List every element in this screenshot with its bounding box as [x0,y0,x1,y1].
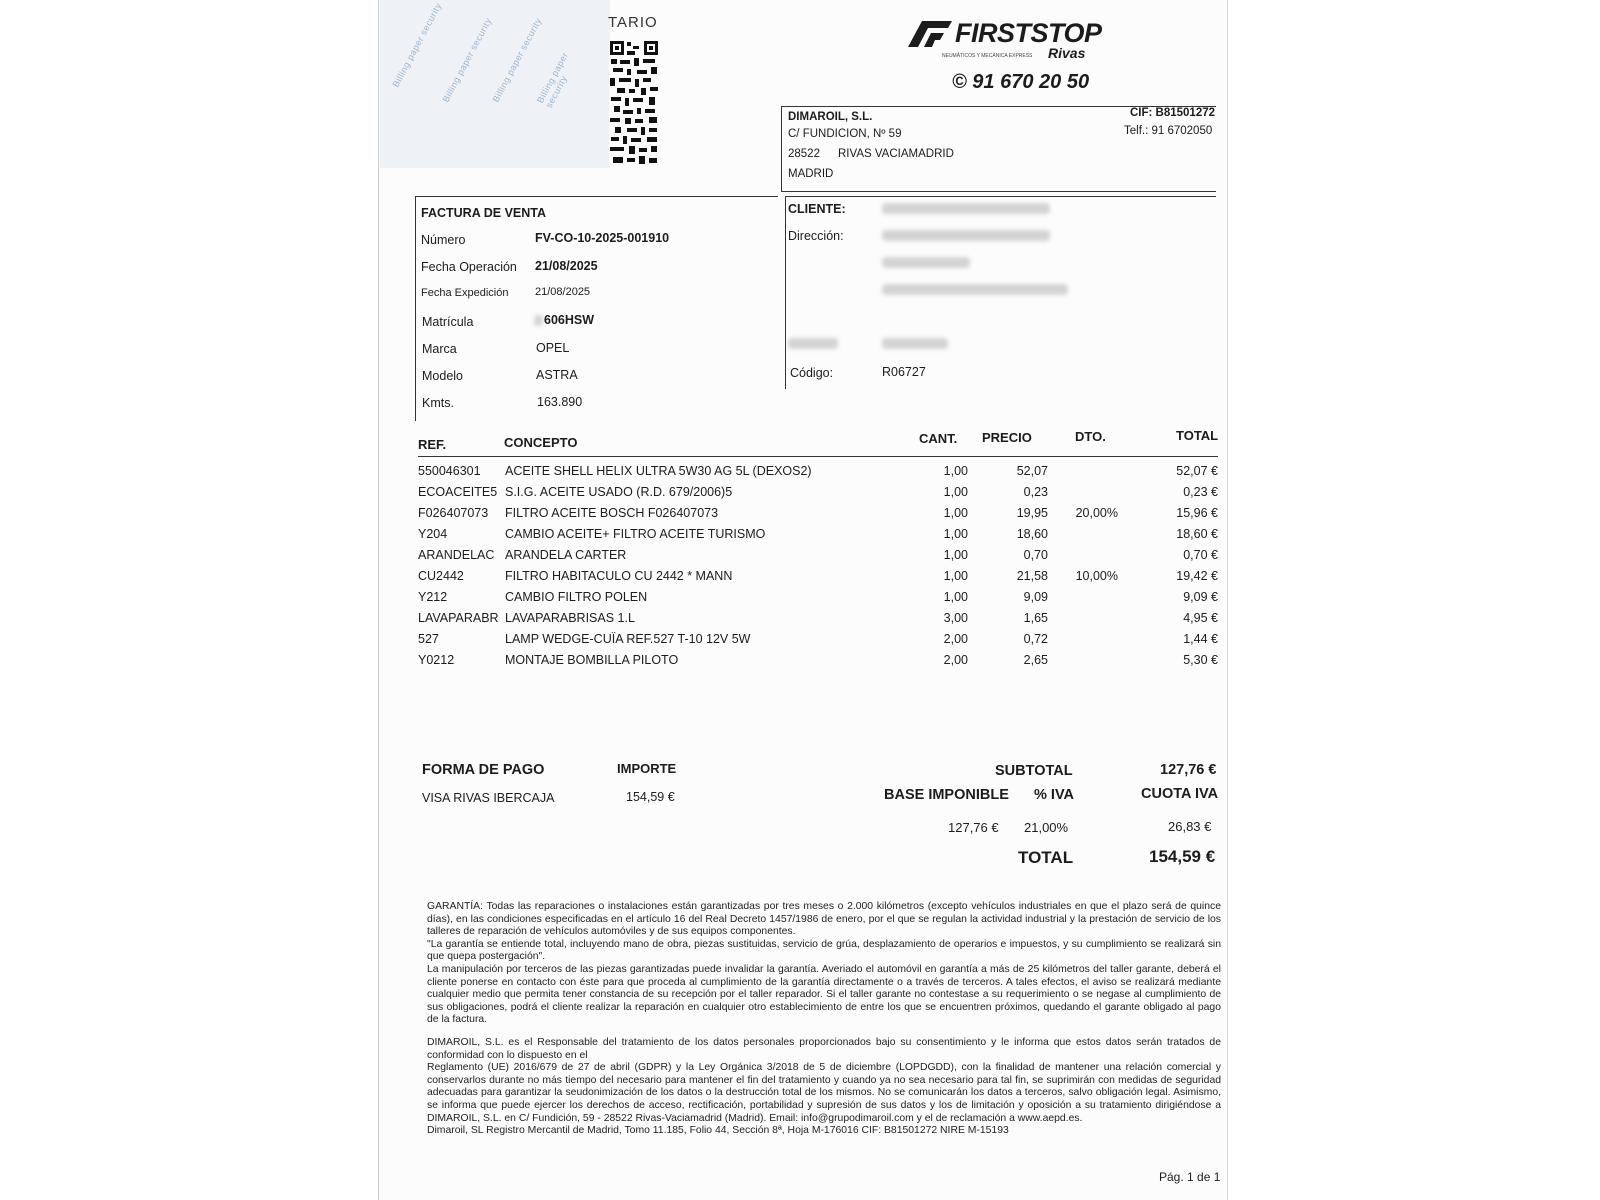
watermark-text: Billing paper security [390,1,444,89]
cell-ref: F026407073 [418,506,489,520]
forma-pago-label: FORMA DE PAGO [422,762,545,778]
subtotal-label: SUBTOTAL [995,763,1073,779]
watermark-text: Billing paper security [490,16,544,104]
fecha-expedicion-value: 21/08/2025 [535,286,591,298]
col-concepto-header: CONCEPTO [504,435,578,450]
company-cif: CIF: B81501272 [1130,107,1216,119]
cell-cant: 2,00 [943,653,968,667]
matricula-value: 606HSW [544,313,595,327]
cell-total: 52,07 € [1176,464,1218,478]
cell-total: 0,70 € [1183,548,1218,562]
cell-concepto: LAMP WEDGE-CUÏA REF.527 T-10 12V 5W [505,632,751,646]
redacted-field-value [882,338,948,349]
cell-cant: 1,00 [943,506,968,520]
subtotal-value: 127,76 € [1160,762,1217,778]
privacy-intro: DIMAROIL, S.L. es el Responsable del tratamiento de los datos personales proporcionados bajo su consentimiento y le informa que estos datos serán tratados de conformidad con lo dispuesto en el [427,1036,1221,1061]
table-row [418,653,1218,673]
fecha-expedicion-label: Fecha Expedición [421,287,509,299]
table-row [418,485,1218,505]
cell-cant: 1,00 [943,464,968,478]
redacted-field-label [788,338,838,349]
cell-total: 19,42 € [1176,569,1218,583]
direccion-label: Dirección: [788,229,844,243]
cell-total: 15,96 € [1176,506,1218,520]
cell-cant: 1,00 [943,485,968,499]
numero-value: FV-CO-10-2025-001910 [535,231,670,245]
cell-precio: 2,65 [1023,653,1048,667]
table-row [418,464,1218,484]
cell-ref: Y204 [418,527,448,541]
cell-concepto: MONTAJE BOMBILLA PILOTO [505,653,679,667]
marca-label: Marca [422,342,457,356]
partial-title: TARIO [608,14,658,31]
cell-cant: 1,00 [943,590,968,604]
fecha-operacion-label: Fecha Operación [421,260,517,274]
garantia-total-paragraph: "La garantía se entiende total, incluyendo mano de obra, piezas sustituidas, servicio de grúa, desplazamiento de operarios e impuestos, y su cumplimiento se realizará sin que quepa postergación". [427,938,1221,963]
cell-concepto: ACEITE SHELL HELIX ULTRA 5W30 AG 5L (DEXOS2) [505,464,812,478]
company-province: MADRID [788,168,834,180]
col-ref-header: REF. [418,437,447,452]
invoice-title: FACTURA DE VENTA [421,206,546,220]
col-precio-header: PRECIO [982,430,1032,445]
cell-concepto: FILTRO HABITACULO CU 2442 * MANN [505,569,733,583]
logo-wordmark: FIRSTSTOP [955,18,1102,48]
cell-concepto: ARANDELA CARTER [505,548,627,562]
table-row [418,611,1218,631]
cell-precio: 19,95 [1016,506,1048,520]
cell-total: 1,44 € [1183,632,1218,646]
cell-ref: Y0212 [418,653,455,667]
importe-label: IMPORTE [617,761,677,776]
garantia-paragraph: GARANTÍA: Todas las reparaciones o instalaciones están garantizadas por tres meses o 2.000 kilómetros (excepto vehículos industriales en que el plazo será de quince días), en las condiciones especificadas en el artículo 16 del Real Decreto 1457/1986 de enero, por el que se regulan la actividad industrial y la prestación de servicio de los talleres de reparación de vehículos automóviles y de sus equipos componentes. [427,901,1221,938]
kms-value: 163.890 [537,395,583,409]
header-phone: © 91 670 20 50 [952,71,1090,93]
security-paper [380,0,610,168]
cliente-label: CLIENTE: [788,202,846,216]
page-number: Pág. 1 de 1 [1159,1170,1221,1184]
company-address: C/ FUNDICION, Nº 59 [788,128,902,140]
table-row [418,632,1218,652]
total-value: 154,59 € [1149,847,1216,866]
cell-precio: 9,09 [1023,590,1048,604]
col-total-header: TOTAL [1176,428,1219,443]
cell-ref: CU2442 [418,569,464,583]
company-city: RIVAS VACIAMADRID [838,148,954,160]
table-row [418,590,1218,610]
fecha-operacion-value: 21/08/2025 [535,259,598,273]
cell-total: 9,09 € [1183,590,1218,604]
company-name: DIMAROIL, S.L. [788,111,873,123]
cell-cant: 1,00 [943,548,968,562]
numero-label: Número [421,233,466,247]
table-row [418,548,1218,568]
watermark-text: Billing paper security [535,50,571,110]
cell-precio: 1,65 [1023,611,1048,625]
qr-code [609,40,659,166]
cell-total: 18,60 € [1176,527,1218,541]
firststop-logo-icon [900,18,954,48]
registro-mercantil: Dimaroil, SL Registro Mercantil de Madrid, Tomo 11.185, Folio 44, Sección 8ª, Hoja M-176016 CIF: B81501272 NIRE M-15193 [427,1125,1009,1137]
payment-amount: 154,59 € [626,790,675,804]
base-imponible-label: BASE IMPONIBLE [884,787,1009,803]
invoice-info-box [415,196,778,421]
cell-concepto: FILTRO ACEITE BOSCH F026407073 [505,506,719,520]
company-phone: Telf.: 91 6702050 [1124,125,1213,137]
codigo-value: R06727 [882,365,926,379]
col-cant-header: CANT. [919,431,958,446]
privacy-paragraph: Reglamento (UE) 2016/679 de 27 de abril (GDPR) y la Ley Orgánica 3/2018 de 5 de diciembre (LOPDGDD), con la finalidad de mantener una relación comercial y conservarlos durante no más tiempo del necesario para mantener el fin del tratamiento y cuando ya no sea necesario para tal fin, se suprimirán con medidas de seguridad adecuadas para garantizar la seudonimización de los datos o la destrucción total de los mismos. No se comunicarán los datos a terceros, salvo obligación legal. Asimismo, se informa que puede ejercer los derechos de acceso, rectificación, portabilidad y supresión de sus datos y los de limitación y oposición a su tratamiento dirigiéndose a DIMAROIL, S.L. en C/ Fundición, 59 - 28522 Rivas-Vaciamadrid (Madrid). Email: info@grupodimaroil.com y el de reclamación a www.aepd.es. [427,1062,1221,1124]
cell-cant: 3,00 [943,611,968,625]
cell-precio: 52,07 [1016,464,1048,478]
cell-cant: 2,00 [943,632,968,646]
redacted-address-line [882,284,1068,295]
col-dto-header: DTO. [1075,429,1106,444]
marca-value: OPEL [536,341,570,355]
cell-ref: ECOACEITE5 [418,485,498,499]
total-label: TOTAL [1018,848,1074,867]
cell-precio: 0,72 [1023,632,1048,646]
cell-dto: 20,00% [1075,506,1118,520]
table-row [418,506,1218,526]
payment-method: VISA RIVAS IBERCAJA [422,791,555,805]
cuota-iva-label: CUOTA IVA [1141,786,1219,802]
cell-ref: Y212 [418,590,448,604]
cell-total: 5,30 € [1183,653,1218,667]
codigo-label: Código: [790,366,834,380]
company-postal-code: 28522 [788,148,820,160]
cell-total: 0,23 € [1183,485,1218,499]
watermark-text: Billing paper security [440,16,494,104]
modelo-label: Modelo [422,369,463,383]
cell-ref: ARANDELAC [418,548,495,562]
redacted-client-name [882,203,1050,214]
cell-concepto: LAVAPARABRISAS 1.L [505,611,635,625]
redacted-plate-prefix [534,315,543,326]
modelo-value: ASTRA [536,368,578,382]
cell-concepto: CAMBIO FILTRO POLEN [505,590,648,604]
redacted-address-line [882,230,1050,241]
cell-cant: 1,00 [943,569,968,583]
logo-tagline: NEUMÁTICOS Y MECÁNICA EXPRESS [942,53,1033,59]
cell-precio: 0,70 [1023,548,1048,562]
cell-precio: 0,23 [1023,485,1048,499]
cell-dto: 10,00% [1075,569,1118,583]
legal-text [427,901,1221,1138]
table-header-rule [418,456,1218,457]
cell-cant: 1,00 [943,527,968,541]
cell-ref: 550046301 [418,464,481,478]
iva-label: % IVA [1034,787,1075,803]
manipulacion-paragraph: La manipulación por terceros de las piezas garantizadas puede invalidar la garantía. Averiado el automóvil en garantía a más de 25 kilómetros del taller garante, deberá el cliente ponerse en contacto con éste para que proceda al cumplimiento de la garantía directamente o a través de terceros. A tales efectos, el aviso se realizará mediante cualquier medio que permita tener constancia de su recepción por el taller reparador. Si el taller garante no contestase a su requerimiento o se negase al cumplimiento de sus obligaciones, podrá el cliente realizar la reparación en cualquier otro establecimiento de entre los que se encuentren próximos, quedando el garante obligado al pago de la factura. [427,963,1221,1026]
matricula-label: Matrícula [422,315,474,329]
base-imponible-value: 127,76 € [948,820,999,835]
cell-total: 4,95 € [1183,611,1218,625]
cell-ref: 527 [418,632,439,646]
iva-value: 21,00% [1024,820,1069,835]
cell-precio: 18,60 [1016,527,1048,541]
table-row [418,527,1218,547]
table-row [418,569,1218,589]
cell-concepto: CAMBIO ACEITE+ FILTRO ACEITE TURISMO [505,527,766,541]
redacted-address-line [882,257,970,268]
logo-subtitle: Rivas [1048,45,1086,61]
cuota-iva-value: 26,83 € [1168,819,1212,834]
cell-concepto: S.I.G. ACEITE USADO (R.D. 679/2006)5 [505,485,733,499]
kms-label: Kmts. [422,396,454,410]
cell-precio: 21,58 [1016,569,1048,583]
cell-ref: LAVAPARABR [418,611,499,625]
